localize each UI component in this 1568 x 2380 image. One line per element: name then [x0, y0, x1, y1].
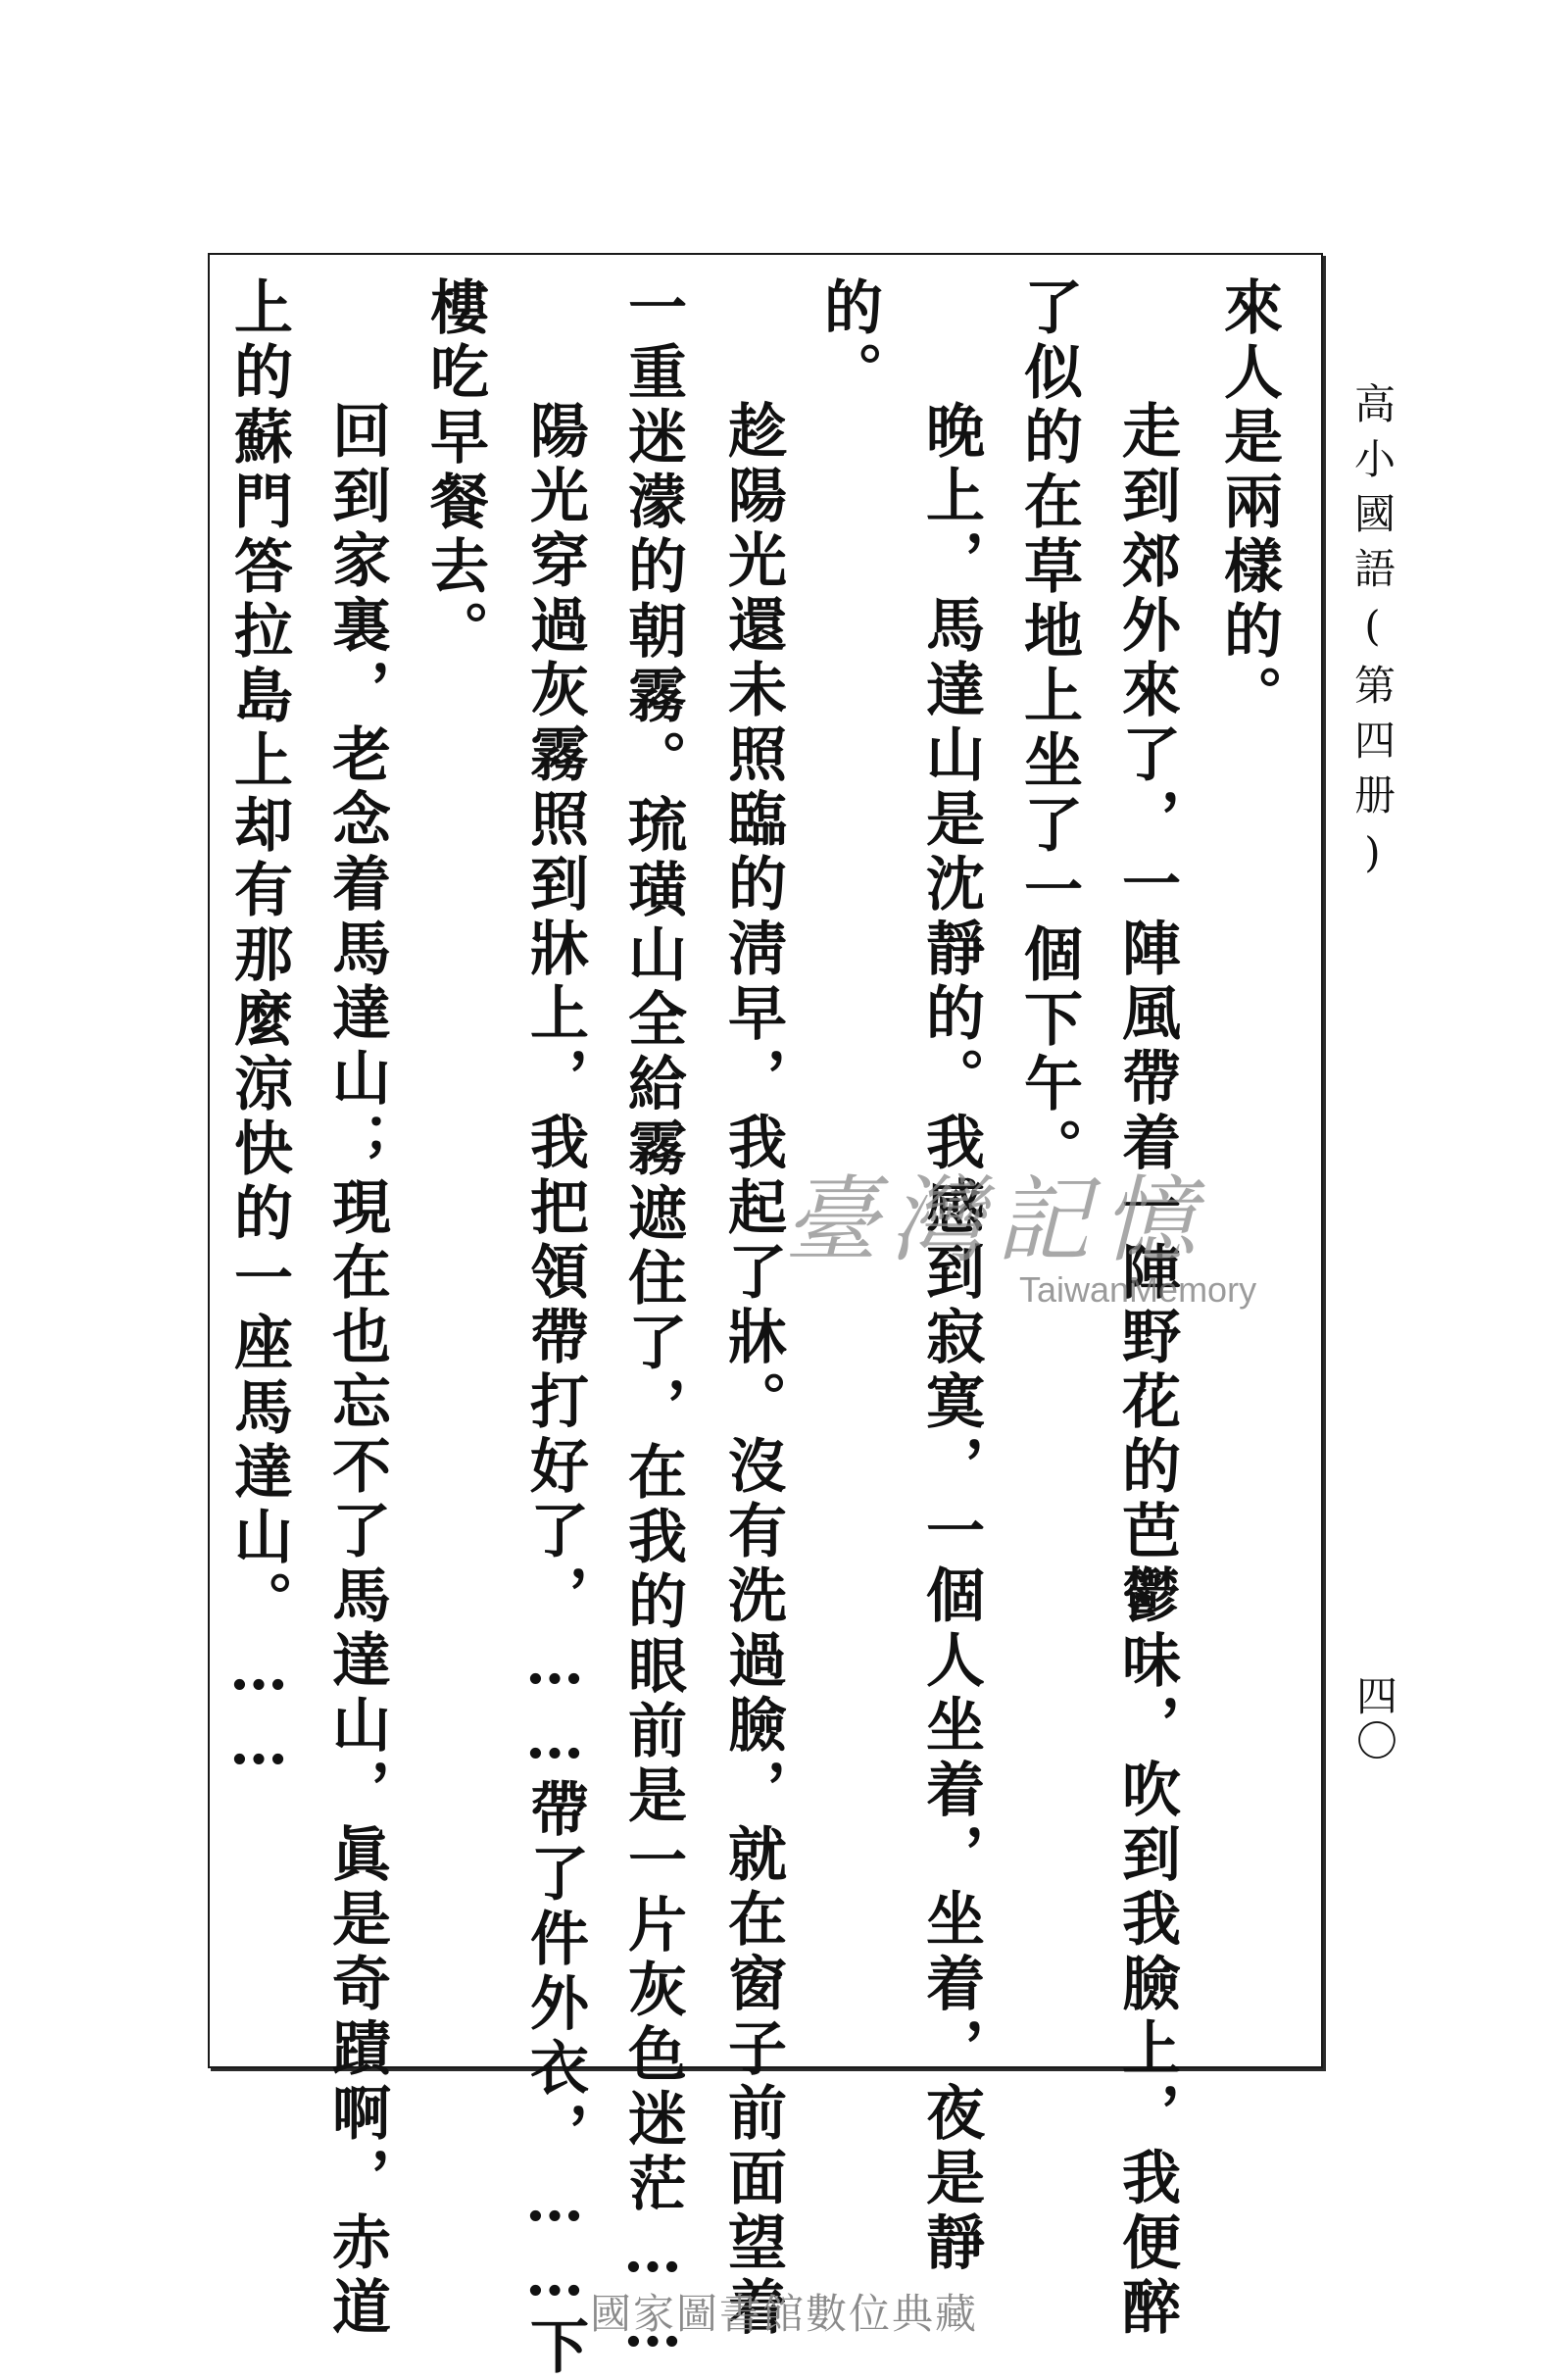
text-column-11: 上的蘇門答拉島上却有那麼涼快的一座馬達山。…… — [224, 276, 293, 1784]
text-column-6: 趁陽光還未照臨的淸早，我起了牀。沒有洗過臉，就在窗子前面望着 — [718, 400, 787, 2341]
watermark — [784, 1166, 1294, 1363]
text-column-7: 一重迷濛的朝霧。琉璜山全給霧遮住了，在我的眼前是一片灰色迷茫…… — [618, 276, 687, 2366]
page-number: 四〇 — [1350, 1674, 1398, 1764]
text-column-3: 了似的在草地上坐了一個下午。 — [1014, 276, 1083, 1182]
footer-credit: 國家圖書館數位典藏 — [589, 2290, 978, 2338]
watermark-subtitle: TaiwanMemory — [1019, 1269, 1257, 1310]
text-column-4: 晚上，馬達山是沈靜的。我感到寂寞，一個人坐着，坐着，夜是靜 — [916, 400, 985, 2276]
text-column-10: 回到家裏，老念着馬達山；現在也忘不了馬達山，眞是奇蹟啊，赤道 — [322, 400, 391, 2341]
text-column-1: 來人是兩樣的。 — [1214, 276, 1283, 729]
running-header: 高小國語(第四册) — [1348, 382, 1396, 890]
text-column-8: 陽光穿過灰霧照到牀上，我把領帶打好了，……帶了件外衣，……下 — [520, 400, 589, 2380]
text-column-9: 樓吃早餐去。 — [420, 276, 489, 665]
watermark-logo: 臺灣記憶 — [784, 1165, 1207, 1275]
text-column-2: 走到郊外來了，一陣風帶着一陣野花的芭鬱味，吹到我臉上，我便醉 — [1112, 400, 1181, 2341]
text-column-5: 的。 — [814, 276, 883, 406]
